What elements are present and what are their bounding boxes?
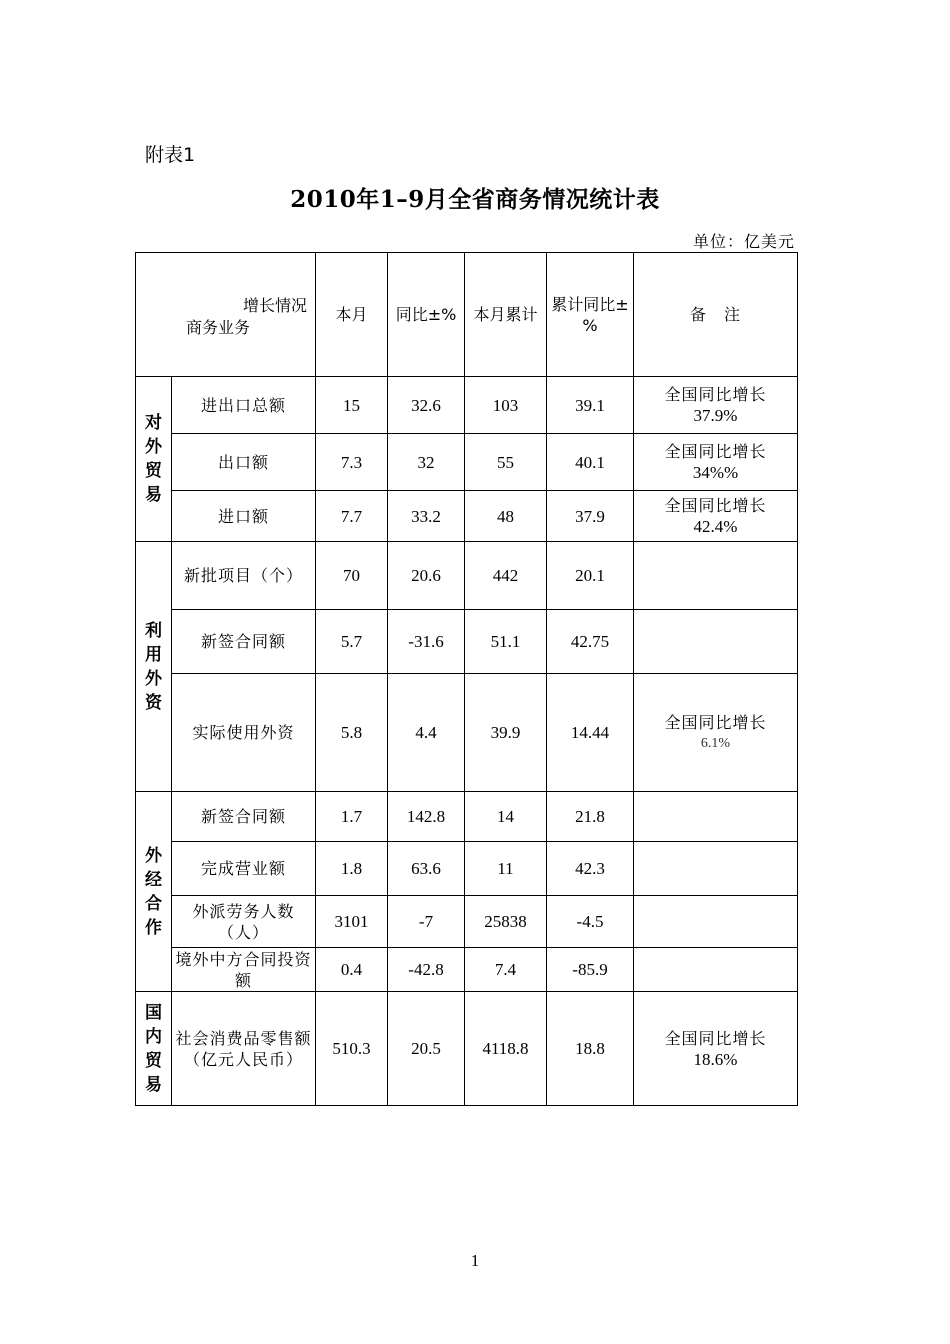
row-month: 1.8 xyxy=(316,842,388,896)
document-title: 2010年1–9月全省商务情况统计表 xyxy=(290,186,660,213)
table-row xyxy=(136,491,798,542)
row-cumulative: 442 xyxy=(465,542,547,610)
row-cum-yoy: 14.44 xyxy=(547,674,634,792)
row-yoy: -31.6 xyxy=(388,610,465,674)
row-cum-yoy: 18.8 xyxy=(547,992,634,1106)
page-number: 1 xyxy=(470,1251,480,1270)
row-cum-yoy: -85.9 xyxy=(547,948,634,992)
row-item: 外派劳务人数（人） xyxy=(172,896,316,948)
row-cum-yoy: 40.1 xyxy=(547,434,634,491)
header-cumulative: 本月累计 xyxy=(465,253,547,377)
row-cumulative: 39.9 xyxy=(465,674,547,792)
group-label-foreign-trade: 对 外 贸 易 xyxy=(136,377,172,542)
table-row xyxy=(136,992,798,1106)
table-row xyxy=(136,948,798,992)
header-corner-cell xyxy=(136,253,316,377)
row-item: 新批项目（个） xyxy=(172,542,316,610)
row-yoy: 32 xyxy=(388,434,465,491)
table-row xyxy=(136,377,798,434)
attachment-label: 附表1 xyxy=(145,144,196,166)
group-label-domestic-trade: 国 内 贸 易 xyxy=(136,992,172,1106)
table-row xyxy=(136,542,798,610)
table-row xyxy=(136,434,798,491)
row-cum-yoy: 42.3 xyxy=(547,842,634,896)
row-month: 1.7 xyxy=(316,792,388,842)
row-item: 完成营业额 xyxy=(172,842,316,896)
row-month: 3101 xyxy=(316,896,388,948)
row-item: 进口额 xyxy=(172,491,316,542)
row-remark: 全国同比增长 18.6% xyxy=(634,992,798,1106)
row-cum-yoy: 42.75 xyxy=(547,610,634,674)
row-remark: 全国同比增长 42.4% xyxy=(634,491,798,542)
row-remark: 全国同比增长 37.9% xyxy=(634,377,798,434)
row-cumulative: 14 xyxy=(465,792,547,842)
row-month: 7.7 xyxy=(316,491,388,542)
row-cumulative: 25838 xyxy=(465,896,547,948)
group-label-foreign-investment: 利 用 外 资 xyxy=(136,542,172,792)
group-label-economic-cooperation: 外 经 合 作 xyxy=(136,792,172,992)
table-row xyxy=(136,842,798,896)
row-remark: 全国同比增长 34%% xyxy=(634,434,798,491)
row-cum-yoy: 37.9 xyxy=(547,491,634,542)
row-yoy: 33.2 xyxy=(388,491,465,542)
row-item: 实际使用外资 xyxy=(172,674,316,792)
row-remark xyxy=(634,842,798,896)
row-yoy: 63.6 xyxy=(388,842,465,896)
header-yoy: 同比±% xyxy=(388,253,465,377)
table-row xyxy=(136,610,798,674)
row-cumulative: 4118.8 xyxy=(465,992,547,1106)
table-row xyxy=(136,896,798,948)
row-cumulative: 48 xyxy=(465,491,547,542)
row-yoy: 20.6 xyxy=(388,542,465,610)
row-month: 510.3 xyxy=(316,992,388,1106)
row-item: 进出口总额 xyxy=(172,377,316,434)
row-month: 15 xyxy=(316,377,388,434)
row-cum-yoy: 39.1 xyxy=(547,377,634,434)
row-month: 5.8 xyxy=(316,674,388,792)
header-growth-label: 增长情况 xyxy=(242,296,307,315)
row-item: 境外中方合同投资额 xyxy=(172,948,316,992)
row-cum-yoy: 20.1 xyxy=(547,542,634,610)
row-item: 社会消费品零售额（亿元人民币） xyxy=(172,992,316,1106)
table-row xyxy=(136,674,798,792)
row-cumulative: 55 xyxy=(465,434,547,491)
header-month: 本月 xyxy=(316,253,388,377)
row-remark xyxy=(634,542,798,610)
header-remark: 备 注 xyxy=(634,253,798,377)
row-cumulative: 51.1 xyxy=(465,610,547,674)
row-month: 5.7 xyxy=(316,610,388,674)
table-row xyxy=(136,792,798,842)
row-month: 7.3 xyxy=(316,434,388,491)
row-cumulative: 7.4 xyxy=(465,948,547,992)
row-month: 70 xyxy=(316,542,388,610)
row-item: 出口额 xyxy=(172,434,316,491)
statistics-table xyxy=(135,252,798,1106)
row-item: 新签合同额 xyxy=(172,792,316,842)
row-yoy: 142.8 xyxy=(388,792,465,842)
header-business-label: 商务业务 xyxy=(186,318,251,337)
row-yoy: 20.5 xyxy=(388,992,465,1106)
table-header-row xyxy=(136,253,798,377)
row-yoy: -7 xyxy=(388,896,465,948)
row-cumulative: 103 xyxy=(465,377,547,434)
row-remark xyxy=(634,610,798,674)
row-yoy: 32.6 xyxy=(388,377,465,434)
row-month: 0.4 xyxy=(316,948,388,992)
header-cum-yoy: 累计同比±% xyxy=(547,253,634,377)
row-item: 新签合同额 xyxy=(172,610,316,674)
row-remark: 全国同比增长 6.1% xyxy=(634,674,798,792)
row-remark xyxy=(634,792,798,842)
row-yoy: -42.8 xyxy=(388,948,465,992)
row-remark xyxy=(634,948,798,992)
row-remark xyxy=(634,896,798,948)
row-cumulative: 11 xyxy=(465,842,547,896)
row-yoy: 4.4 xyxy=(388,674,465,792)
row-cum-yoy: 21.8 xyxy=(547,792,634,842)
unit-label: 单位：亿美元 xyxy=(692,232,795,251)
row-cum-yoy: -4.5 xyxy=(547,896,634,948)
